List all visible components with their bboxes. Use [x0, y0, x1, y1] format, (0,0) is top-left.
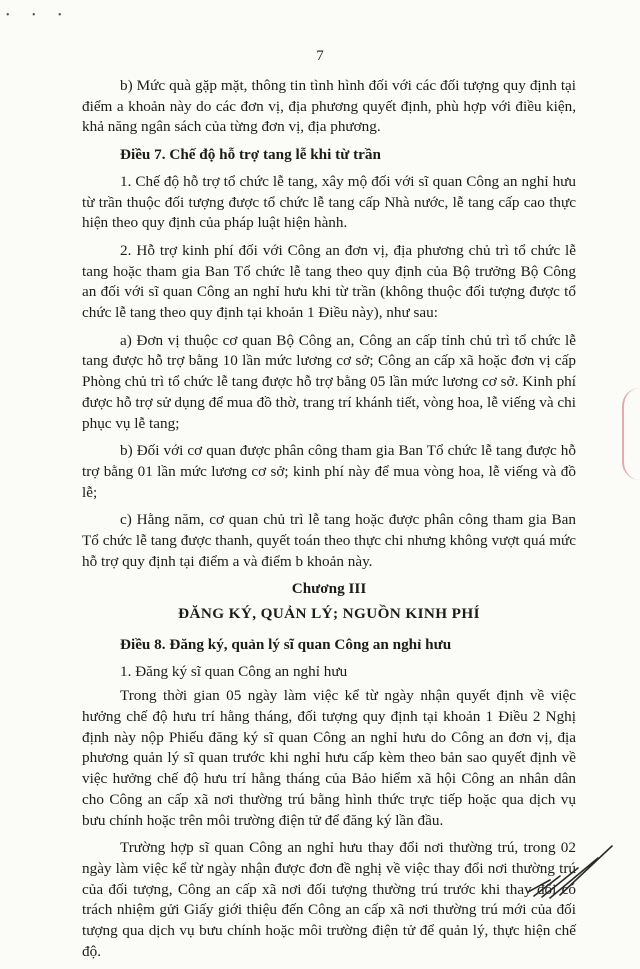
paragraph-article7-2a: a) Đơn vị thuộc cơ quan Bộ Công an, Công an cấp tỉnh chủ trì tổ chức lễ tang được hỗ trợ bằng 10 lần mức lương cơ sở; Công an cấp xã hoặc đơn vị cấp Phòng chủ trì tổ chức lễ tang được hỗ trợ bằng 05 lần mức lương cơ sở. Kinh phí được hỗ trợ sử dụng để mua đồ thờ, trang trí khánh tiết, vòng hoa, lễ viếng và chi phục vụ lễ tang;	[82, 331, 576, 432]
paragraph-article7-2b: b) Đối với cơ quan được phân công tham gia Ban Tổ chức lễ tang được hỗ trợ bằng 01 lần mức lương cơ sở; kinh phí này để mua vòng hoa, lễ viếng và đồ lễ;	[82, 442, 576, 501]
article-8-heading: Điều 8. Đăng ký, quản lý sĩ quan Công an nghỉ hưu	[120, 635, 452, 653]
initial-signature	[520, 840, 620, 900]
paragraph-article8-1: 1. Đăng ký sĩ quan Công an nghỉ hưu	[120, 662, 348, 680]
paragraph-article6-b: b) Mức quà gặp mặt, thông tin tình hình đối với các đối tượng quy định tại điểm a khoản này do các đơn vị, địa phương quyết định, phù hợp với điều kiện, khả năng ngân sách của từng đơn vị, địa phương.	[82, 77, 576, 136]
seal-stamp-edge	[622, 388, 640, 480]
paragraph-article8-1-change: Trường hợp sĩ quan Công an nghỉ hưu thay đổi nơi thường trú, trong 02 ngày làm việc kể từ ngày nhận được đơn đề nghị về việc thay đổi nơi thường trú của đối tượng, Công an cấp xã nơi đối tượng thường trú trước khi thay đổi có trách nhiệm gửi Giấy giới thiệu đến Công an cấp xã nơi thường trú mới của đối tượng qua dịch vụ bưu chính hoặc môi trường điện tử để quản lý, thực hiện chế độ.	[82, 839, 576, 960]
paragraph-article7-2: 2. Hỗ trợ kinh phí đối với Công an đơn vị, địa phương chủ trì tổ chức lễ tang hoặc tham gia Ban Tổ chức lễ tang theo quy định của Bộ trưởng Bộ Công an đối với sĩ quan Công an nghỉ hưu khi từ trần (không thuộc đối tượng được tổ chức lễ tang theo quy định tại khoản 1 Điều này), như sau:	[82, 241, 576, 322]
paragraph-article8-1-body: Trong thời gian 05 ngày làm việc kể từ ngày nhận quyết định về việc hưởng chế độ hưu trí hằng tháng, đối tượng quy định tại khoản 1 Điều 2 Nghị định này nộp Phiếu đăng ký sĩ quan Công an nghỉ hưu do Công an đơn vị, địa phương quản lý sĩ quan trước khi nghỉ hưu cấp kèm theo bản sao quyết định về việc hưởng chế độ hưu trí hằng tháng của Bảo hiểm xã hội Công an nhân dân cho Công an cấp xã nơi thường trú bằng hình thức trực tiếp hoặc qua dịch vụ bưu chính hoặc trên môi trường điện tử để đăng ký lần đầu.	[82, 687, 576, 829]
article-7-heading: Điều 7. Chế độ hỗ trợ tang lễ khi từ trần	[120, 146, 381, 164]
document-body	[82, 76, 576, 969]
chapter-title: ĐĂNG KÝ, QUẢN LÝ; NGUỒN KINH PHÍ	[178, 605, 480, 623]
paragraph-article7-2c: c) Hằng năm, cơ quan chủ trì lễ tang hoặc được phân công tham gia Ban Tổ chức lễ tang được thanh, quyết toán theo thực chi nhưng không vượt quá mức hỗ trợ quy định tại điểm a và điểm b khoản này.	[82, 511, 576, 570]
page-number: 7	[316, 48, 324, 64]
chapter-number: Chương III	[291, 580, 367, 598]
corner-marks: • • •	[6, 10, 72, 21]
paragraph-article7-1: 1. Chế độ hỗ trợ tổ chức lễ tang, xây mộ đối với sĩ quan Công an nghỉ hưu từ trần thuộc đối tượng được tổ chức lễ tang cấp Nhà nước, lễ tang cấp cao thực hiện theo quy định của pháp luật hiện hành.	[82, 172, 576, 232]
